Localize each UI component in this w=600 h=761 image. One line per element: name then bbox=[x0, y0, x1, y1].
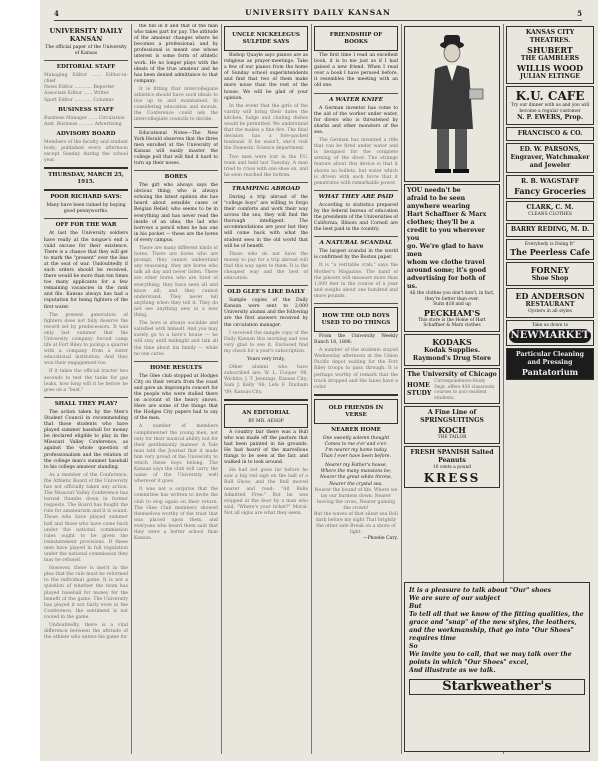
kodaks-title: KODAKS bbox=[432, 336, 472, 347]
poor-richard-text: Many have been ruined by buying good pennyworths. bbox=[46, 203, 126, 215]
pantatorium-name: Pantatorium bbox=[521, 366, 579, 377]
ewers-name: N. P. EWERS, Prop. bbox=[516, 114, 584, 122]
fancy-groceries: Fancy Groceries bbox=[514, 186, 586, 197]
wagstaff-name: R. B. WAGSTAFF bbox=[521, 178, 579, 186]
take-us-down: Take us down to bbox=[531, 322, 569, 328]
poem-line: One sweetly solemn thought bbox=[322, 435, 390, 441]
column-4: FRIENDSHIP OF BOOKS The first time I read an excellent book, it is to me just as if I had gained a new friend. When I read over a book I have perused before, it resembles the meeting with an old one. A WATER KNIFE A German inventor has come to the aid of the worker under water, for divers who is threatened by sharks and other monsters of the sea. The German has invented a rifle that can be fired under water and is designed for the complete arming of the diver. The strange feature about this device is that it shoots no bullets, but water which is driven with such force that it penetrates with remarkable power. WHAT THEY ARE PAID According to statistics prepared by the federal bureau of education the presidents of the Universities of California, Illinois and Cornell are the best paid in the country. A NATURAL SCANDAL The largest scandal in the world is confirmed by the Boston paper. It is "a veritable crab," says the Mother's Magazine. The band of the pincers will measure more than 1,000 feet in the course of a year and weighs about one hundred and more pounds. HOW THE OLD BOYS USED TO DO THINGS From the University Weekly Ranch 18, 1896. A number of the students stayed Wednesday afternoon at the Union Pacific depot waiting for the Fort Riley troops to pass through. It is perhaps worthy of remark that the track dropped and the lanes have a color. OLD FRIENDS IN VERSE NEARER HOME One sweetly solemn thought Comes to me o'er and o'er: I'm nearer my home today Than I ever have been before. Nearer my Father's house, Where the many mansions be; Nearer the great white throne, Nearer the crystal sea. Nearer the bound of life, Where we lay our burdens down; Nearer leaving the cross, Nearer gaining the crown! But the waves of that silent sea Roll dark before my sight That brightly the other side Break on a shore of light. —Phoebe Cary. bbox=[314, 24, 398, 756]
business-heading: BUSINESS STAFF bbox=[58, 106, 114, 113]
home-study-title: The University of Chicago bbox=[407, 370, 497, 378]
parsons-sub: Engraver, Watchmaker and Jeweler bbox=[510, 154, 590, 170]
ad-suit-price: Suits $18 and up bbox=[433, 302, 471, 308]
ad-youneednt-line: go. We're glad to have men bbox=[407, 243, 484, 258]
shubert-show: THE GAMBLERS bbox=[520, 55, 580, 62]
koch-ad bbox=[404, 406, 500, 444]
editorial-text: A country fair there was a Bull who was made off the pasture that had been painted in his grounds. He had heard of the marvellous things to be seen at the fair, and walked in to look around. bbox=[224, 429, 308, 466]
ad-youneednt-line: afraid to be seen bbox=[407, 195, 466, 202]
paper-name: UNIVERSITY DAILY KANSAN bbox=[49, 27, 123, 43]
parsons-ad bbox=[506, 143, 594, 173]
kansas-city-theatres-ad bbox=[506, 26, 594, 84]
home-study-ad: The University of Chicago HOME STUDY Correspondence-Study Dept. offers 450 classroom courses to non-resident students. bbox=[404, 368, 500, 404]
particular-line: Particular Cleaning and Pressing bbox=[516, 350, 584, 366]
shubert-name: SHUBERT bbox=[527, 45, 573, 55]
off-to-war-title: OFF FOR THE WAR bbox=[55, 222, 117, 229]
ku-cafe-ad bbox=[506, 86, 594, 125]
clark-sub: CLEANS CLOTHES bbox=[528, 212, 572, 218]
nearer-home-title: NEARER HOME bbox=[331, 426, 381, 433]
raymond-store: Raymond's Drug Store bbox=[412, 354, 492, 362]
what-paid-text: According to statistics prepared by the federal bureau of education the presidents of the Universities of California, Illinois and Cornell are the best paid in the country. bbox=[314, 202, 398, 233]
newspaper-page bbox=[40, 0, 598, 761]
masthead-title: UNIVERSITY DAILY KANSAN bbox=[245, 8, 391, 17]
barry-reding-ad bbox=[506, 223, 594, 237]
wagstaff-ad bbox=[506, 175, 594, 199]
ku-cafe-sub: Try our dinner with us and you will become a regular customer bbox=[510, 103, 590, 114]
off-to-war-text: At last the University soldiers have really at the tongue's end a valid excuse for their existence. There is a chance that they will get to mark the "present" over the line at the seat of war. Undoubtedly if such orders should be received, there would be more than ten times too many applicants for a few remaining vacancies in the rank and file. Kansas always has had a reputation for being fighters of the first water. bbox=[44, 231, 128, 310]
forney-ad bbox=[506, 262, 594, 286]
old-glee-text: Sample copies of the Daily Kansan were sent to 2,000 University alumni and the following are the first answers received by the circulation manager. bbox=[224, 298, 308, 328]
editorial-title: AN EDITORIAL bbox=[242, 409, 290, 416]
poem-line: Than I ever have been before. bbox=[321, 454, 391, 460]
masthead bbox=[54, 6, 582, 21]
kodak-supplies: Kodak Supplies. bbox=[423, 346, 481, 354]
peerless-ad bbox=[506, 239, 594, 261]
ku-cafe-name: K.U. CAFE bbox=[515, 89, 585, 103]
springsuitings-title: A Fine Line of SPRINGSUITINGS bbox=[420, 409, 484, 425]
francisco-ad bbox=[506, 127, 594, 141]
page-number-left: 4 bbox=[54, 9, 59, 18]
poem-line: Comes to me o'er and o'er: bbox=[324, 441, 388, 447]
starkweather-name: Starkweather's bbox=[409, 679, 585, 695]
clark-ad bbox=[506, 201, 594, 221]
newmarket-ad bbox=[506, 320, 594, 346]
kodaks-ad bbox=[404, 334, 500, 366]
fresh-spanish: FRESH SPANISH Salted Peanuts bbox=[410, 448, 494, 464]
man-in-suit-illustration bbox=[407, 29, 497, 175]
kress-price: 10 cents a pound bbox=[432, 464, 472, 470]
peckhams-name: PECKHAM'S bbox=[423, 307, 481, 318]
barry-name: BARRY REDING, M. D. bbox=[510, 225, 590, 233]
home-results-text: The Glee club stopped at Hodges City on their return from the coast and gave an impromptu concert for the people who were stalled there on account of the heavy snows. Here are some of the things that the Hodges City papers had to say of the men. bbox=[134, 373, 218, 422]
bores-text: The girl who always says the obvious thing; who is always echoing the latest opinion she has heard about sensible cases or Belgian Relief; who seems to be in everything and has never read the inside of an idea; the lad who borrows a pencil when he has one in his pocket — these are the bores of every campus. bbox=[134, 183, 218, 243]
koch-name: KOCH bbox=[438, 425, 466, 436]
water-knife-title: A WATER KNIFE bbox=[329, 96, 383, 103]
peerless-name: The Peerless Cafe bbox=[510, 247, 590, 258]
column-1: UNIVERSITY DAILY KANSAN The official paper of the University of Kansas EDITORIAL STAFF Managing Editor ...... Editor-in-chief News Editor ............ Reporter Associate Editor ...... Writer Sport Editor ............ Columns BUSINESS STAFF Business Manager ...... Circulation Asst. Business .......... Advertising ADVISORY BOARD Members of the faculty and student body; published every afternoon except Sunday during the school year. THURSDAY, MARCH 25, 1915. POOR RICHARD SAYS: Many have been ruined by buying good pennyworths. OFF FOR THE WAR At last the University soldiers have really at the tongue's end a valid excuse for their existence. There is a chance that they will get to mark the "present" over the line at the seat of war. Undoubtedly if such orders should be received, there would be more than ten times too many applicants for a few remaining vacancies in the rank and file. Kansas always has had a reputation for being fighters of the first water. The present generation of fighters does not fully deserve the record set by predecessors. It was only last summer that the University company forced camp life at Fort Riley to pickup a quarrel with a company from a sister educational institution. And they won their engagement too. If it takes the official tractor two seconds to test the tanks for gas leaks, how long will it be before he goes on a "bust." SHALL THEY PLAY? The action taken by the Men's Student Council in recommending that those students who have played summer baseball for money be declared eligible to play in the Missouri Valley Conference, as against the whole question of professionalism and the relation of the college man's summer baseball to his college amateur standing. As a member of the Conference, the Athletic Board of the University has not officially taken any action. The Missouri Valley Conference has turned thumbs down in former requests. The Board has fought the rule for amateurism and it is sound. Those who have played summer ball and those who have come back under the national commission rules ought to be given the reinstatement provisions. If these men have played in full regulation under the national commission they may be refused. However, there is merit in the plea that the rule must be reformed to the individual game. It is not a question of whether the team has played baseball for money for the benefit of the game. The University has played it not fairly even in the Conference, the sentiment is not rooted in the game. Undoubtedly, there is a vital difference between the attitude of the athlete who enters his game for bbox=[44, 27, 128, 641]
koch-sub: THE TAILOR bbox=[437, 435, 467, 441]
shall-they-play-text: The action taken by the Men's Student Council in recommending that those students who have played summer baseball for money be declared eligible to play in the Missouri Valley Conference, as against the whole question of professionalism and the relation of the college man's summer baseball to his college amateur standing. bbox=[44, 409, 128, 470]
editorial-byline: BY MR. AESOP bbox=[248, 418, 284, 424]
poem-line: Nearer the crystal sea. bbox=[329, 481, 383, 487]
tramping-abroad-text: During a trip abroad of the "college boys" are willing to forgo their comforts and work their way across the sea, they will find the thorough intelligent. The accommodations are poor but they will come back with what the student sees in the old world that will be of benefit. bbox=[224, 194, 308, 249]
starkweather-line: We are sure of our subject bbox=[409, 595, 501, 602]
starkweather-ad bbox=[404, 582, 590, 752]
natural-scandal-title: A NATURAL SCANDAL bbox=[319, 240, 393, 247]
natural-scandal-text: The largest scandal in the world is confirmed by the Boston paper. bbox=[314, 249, 398, 261]
old-boys-text: From the University Weekly Ranch 18, 1896. bbox=[314, 334, 398, 346]
starkweather-line: We invite you to call, that we may talk over the points in which "Our Shoes" excel, bbox=[409, 651, 572, 666]
home-results-title: HOME RESULTS bbox=[149, 364, 203, 371]
poem-line: Nearer my Father's house, bbox=[324, 463, 388, 469]
uncle-title: UNCLE NICKELEGUS SULFIDE SAYS bbox=[232, 32, 300, 45]
ad-youneednt-line: anywhere wearing bbox=[407, 203, 470, 210]
staff-heading: EDITORIAL STAFF bbox=[56, 64, 116, 71]
poem-line: Nearer the great white throne, bbox=[319, 475, 393, 481]
poem-line: I'm nearer my home today bbox=[325, 448, 387, 454]
ad-youneednt-line: YOU needn't be bbox=[407, 187, 461, 194]
ad-youneednt-line: whom we clothe travel bbox=[407, 259, 485, 266]
pantatorium-ad bbox=[506, 348, 594, 380]
oysters-line: Oysters in all styles bbox=[528, 309, 572, 315]
educational-notes: Educational Notes—The New York Herald observes that the three men enrolled at the University of Kansas will easily master the college poll that will find it hard to turn up their noses. bbox=[134, 130, 218, 166]
ad-youneednt-small: All the clothes you don't don't; in fact, they're better than ever. bbox=[409, 291, 495, 302]
uncle-text: Bishop Quayle says pianos are as religious as prayer-meetings. Take a few of our pianos from the home of Sunday school superintendents and find that two of them make more noise than the rest of the house. We will be glad of your opinion. bbox=[224, 53, 308, 101]
clark-name: CLARK, C. M. bbox=[526, 204, 574, 212]
ed-anderson-sub: RESTAURANT bbox=[525, 301, 575, 309]
forney-name: FORNEY bbox=[530, 265, 570, 276]
hart-schaffner-illustration bbox=[404, 26, 500, 182]
everybody-line: Everybody is Doing It" bbox=[524, 241, 576, 247]
old-glee-title: OLD GLEE'S LIKE DAILY bbox=[227, 289, 305, 296]
friendship-title: FRIENDSHIP OF BOOKS bbox=[329, 32, 383, 45]
ed-anderson-ad bbox=[506, 288, 594, 318]
tramping-abroad-title: TRAMPING ABROAD bbox=[231, 185, 301, 192]
kress-ad bbox=[404, 446, 500, 488]
poor-richard-title: POOR RICHARD SAYS: bbox=[50, 194, 122, 201]
peckhams-sub: This store is the Home of Hart Schaffner & Marx clothes bbox=[418, 317, 486, 329]
paper-subtitle: The official paper of the University of Kansas bbox=[45, 45, 127, 57]
water-knife-text: A German inventor has come to the aid of the worker under water, for divers who is threatened by sharks and other monsters of the sea. bbox=[314, 105, 398, 135]
ad-youneednt-line: clothes; they'll be a bbox=[407, 219, 475, 226]
newmarket-logo: NEWMARKET bbox=[510, 329, 590, 341]
bores-title: BORES bbox=[164, 174, 188, 181]
what-paid-title: WHAT THEY ARE PAID bbox=[318, 193, 394, 200]
friendship-text: The first time I read an excellent book, it is to me just as if I had gained a new friend. When I read over a book I have perused before, it resembles the meeting with an old one. bbox=[314, 53, 398, 89]
column-3: UNCLE NICKELEGUS SULFIDE SAYS Bishop Quayle says pianos are as religious as prayer-meetings. Take a few of our pianos from the home of Sunday school superintendents and find that two of them make more noise than the rest of the house. We will be glad of your opinion. In the event that the girls of the varsity will bring their dates the kitchen, fudge and chafing dishes would be permitted. We understand that the makes a fine fire. The final decision has a fore-packed husband. If he wasn't, she'd visit the Domestic Science department. Two men were lost in the P.U. team and held last Tuesday. A man tried to cross with one shoe on, and he soon reached the bottom. TRAMPING ABROAD During a trip abroad of the "college boys" are willing to forgo their comforts and work their way across the sea, they will find the thorough intelligent. The accommodations are poor but they will come back with what the student sees in the old world that will be of benefit. Those who do not have the money to pay for a trip abroad will find this way open to them. It is the cheapest way and the best of education. OLD GLEE'S LIKE DAILY Sample copies of the Daily Kansan were sent to 2,000 University alumni and the following are the first answers received by the circulation manager. I received the sample copy of the Daily Kansan this morning and was very glad to see it. Enclosed find my check for a year's subscription. Yours very truly, Other alumni who have subscribed are: W. L. Cooper '98, Wichita; J. T. Jennings, Kansas City; Sam J. Kelly '06; Lela F. Dunham '09; Kansas City. AN EDITORIAL BY MR. AESOP A country fair there was a Bull who was made off the pasture that had been painted in his grounds. He had heard of the marvellous things to be seen at the fair, and walked in to look around. He had not gone far before he saw a big red sign on the hall of a Bull Show; and the Bull moved nearer and read: "All Bulls Admitted Free." But he was stopped at the door by a man who said, "Where's your ticket?" Moral: Not all signs are what they seem. bbox=[224, 24, 308, 756]
date-line: THURSDAY, MARCH 25, 1915. bbox=[48, 172, 124, 186]
poem-line: Where the many mansions be; bbox=[320, 469, 392, 475]
francisco-name: FRANCISCO & CO. bbox=[517, 130, 583, 138]
home-study-label: HOME STUDY bbox=[407, 382, 432, 398]
starkweather-line: But bbox=[409, 603, 422, 610]
old-boys-title: HOW THE OLD BOYS USED TO DO THINGS bbox=[321, 313, 391, 326]
ad-youneednt-line: credit to you wherever you bbox=[407, 227, 485, 242]
sign-yours: Yours very truly, bbox=[247, 357, 285, 363]
starkweather-line: So bbox=[409, 643, 418, 650]
theatres-heading: KANSAS CITY THEATRES. bbox=[525, 29, 575, 44]
ad-youneednt-line: around some; it's good advertising for both of us. bbox=[407, 267, 487, 290]
poem-author: —Phoebe Cary. bbox=[362, 536, 398, 542]
ed-anderson-name: ED ANDERSON bbox=[515, 291, 585, 302]
willis-wood-name: WILLIS WOOD bbox=[516, 63, 584, 73]
kress-name: KRESS bbox=[423, 470, 481, 485]
ad-youneednt-line: Hart Schaffner & Marx bbox=[407, 211, 487, 218]
starkweather-line: It is a pleasure to talk about "Our" shoes bbox=[409, 587, 552, 594]
starkweather-line: To tell all that we know of the fitting qualities, the grace and "snap" of the new styles, the leathers, and the workmanship, that go into "Our Shoes" requires time bbox=[409, 611, 584, 642]
amateur-text: the fun in it and that of the man who takes part for pay. The attitude of the amateur changes where he becomes a professional, and by professional is meant one whose interest is some form of athletic work. He no longer plays with the ideals of the true amateur and he has been denied admittance to that company. bbox=[134, 24, 218, 84]
forney-sub: Shoe Shop bbox=[531, 275, 569, 283]
starkweather-line: And illustrate as we talk. bbox=[409, 667, 496, 674]
willis-wood-show: JULIAN ELTINGE bbox=[520, 73, 580, 80]
parsons-name: ED. W. PARSONS, bbox=[519, 146, 581, 154]
column-2: the fun in it and that of the man who takes part for pay. The attitude of the amateur changes where he becomes a professional, and by professional is meant one whose interest is some form of athletic work. He no longer plays with the ideals of the true amateur and he has been denied admittance to that company. It is fitting that intercollegiate athletics should have such ideals to live up to and maintained. In considering education and morals, the Conference could ask the intercollegiate councils to decide. Educational Notes—The New York Herald observes that the three men enrolled at the University of Kansas will easily master the college poll that will find it hard to turn up their noses. BORES The girl who always says the obvious thing; who is always echoing the latest opinion she has heard about sensible cases or Belgian Relief; who seems to be in everything and has never read the inside of an idea; the lad who borrows a pencil when he has one in his pocket — these are the bores of every campus. There are many different kinds of bores. There are bores who are prompt, they cannot understand any reasoning, they are bores who talk all day and never listen. There are other bores who are tired of everything; they have seen all and know all; and they cannot understand. They never tell anything when they tell it. They do not see anything new in a new thing. The bore is always sociable and satisfied with himself. And you may surely go to a bore's house — he will stay until midnight and talk all the time about his family — while no one cares. HOME RESULTS The Glee club stopped at Hodges City on their return from the coast and gave an impromptu concert for the people who were stalled there on account of the heavy snows. Here are some of the things that the Hodges City papers had to say of the men. A number of members complimented the young men, not only for their musical ability but for their gentlemanly manner. A Yale man told the Journal that it made him very proud of the University to which these boys belong. The Kansan says the club will carry the name of the University well wherever it goes. It was not a surprise that the committee has written to invite the club to stop again on their return. The Glee Club members showed themselves worthy of the trust that was placed upon them, and everyone who heard them said that they were a better school than Kansas. bbox=[134, 24, 218, 542]
hart-schaffner-ad bbox=[404, 184, 500, 332]
page-number-right: 5 bbox=[577, 9, 582, 18]
old-friends-title: OLD FRIENDS IN VERSE bbox=[328, 404, 384, 418]
shall-they-play-title: SHALL THEY PLAY? bbox=[54, 400, 118, 407]
advisory-heading: ADVISORY BOARD bbox=[56, 130, 116, 137]
